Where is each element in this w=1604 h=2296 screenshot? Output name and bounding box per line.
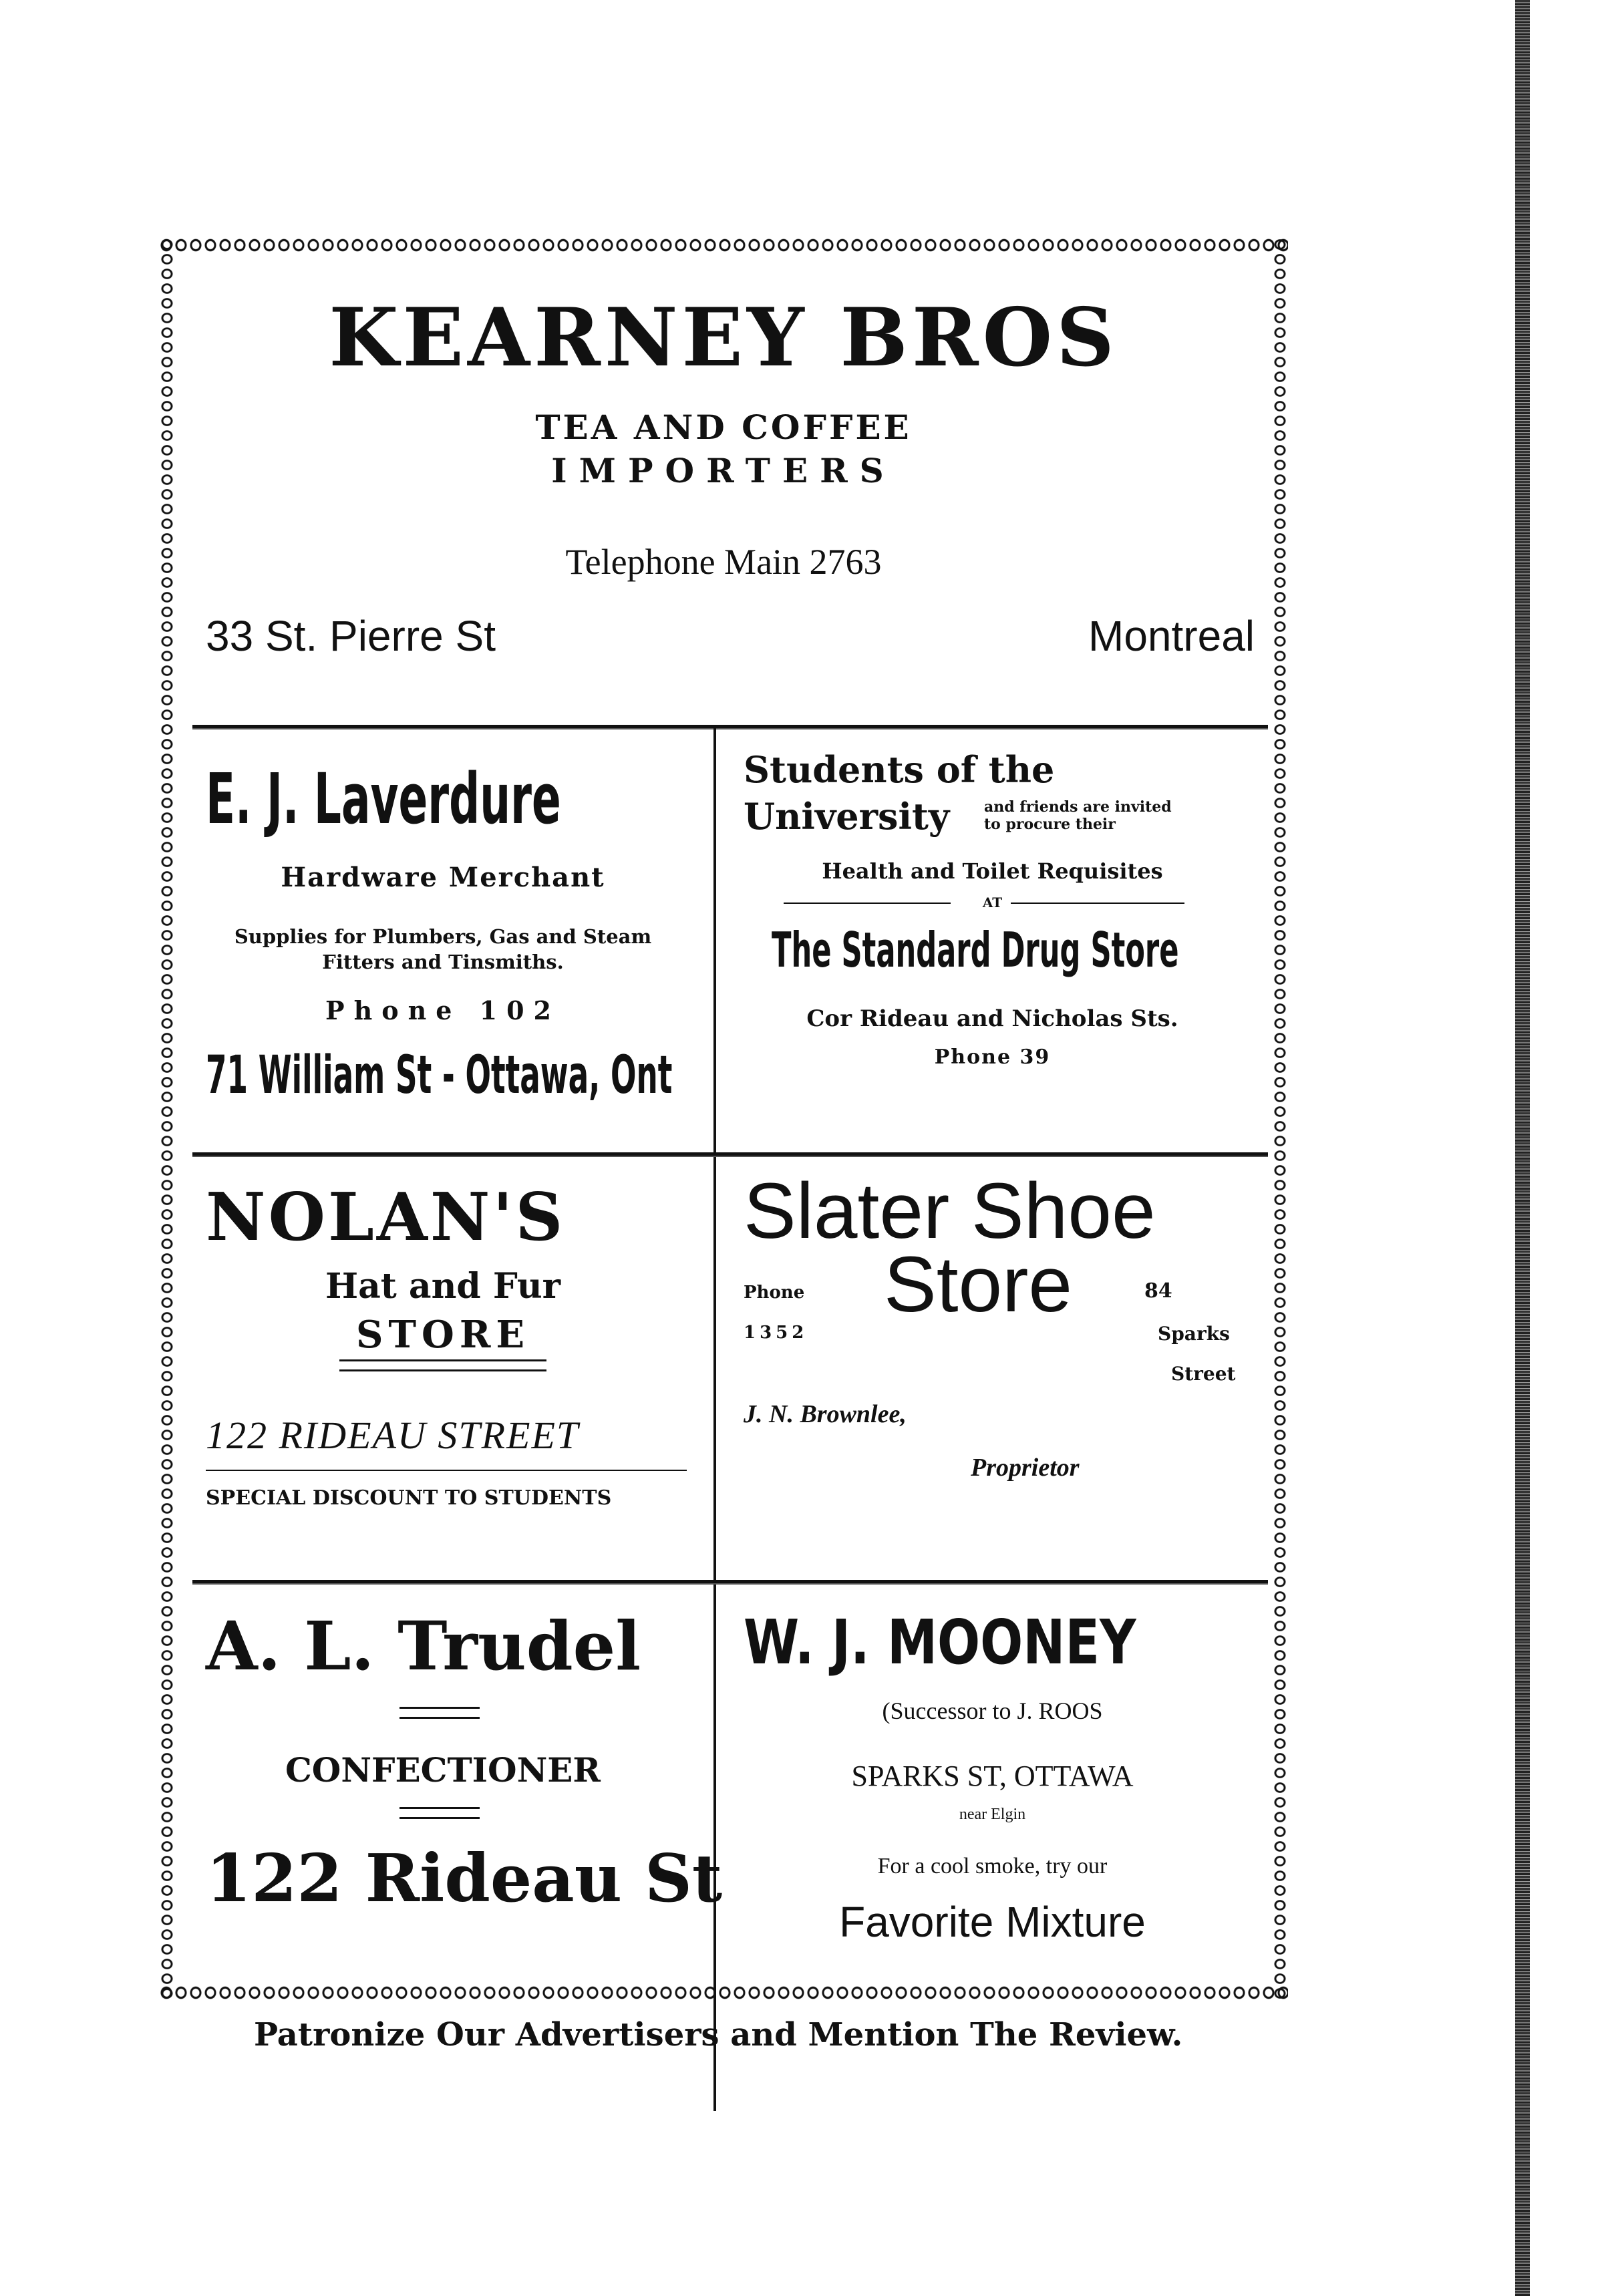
kearney-city: Montreal bbox=[1088, 612, 1255, 660]
kearney-line1: TEA AND COFFEE bbox=[535, 407, 912, 447]
slater-sparks: Sparks bbox=[1158, 1323, 1230, 1345]
kearney-name: KEARNEY BROS bbox=[329, 291, 1118, 385]
kearney-telephone: Telephone Main 2763 bbox=[565, 542, 882, 582]
kearney-line2: IMPORTERS bbox=[551, 451, 896, 490]
nolan-address: 122 RIDEAU STREET bbox=[206, 1414, 580, 1457]
mooney-successor: (Successor to J. ROOS bbox=[882, 1697, 1103, 1724]
footer-note: Patronize Our Advertisers and Mention The Review. bbox=[254, 2016, 1183, 2054]
students-university: University bbox=[744, 795, 950, 838]
laverdure-ad bbox=[179, 731, 707, 1146]
mooney-near: near Elgin bbox=[959, 1806, 1026, 1823]
students-corner: Cor Rideau and Nicholas Sts. bbox=[806, 1005, 1178, 1032]
students-invite2: to procure their bbox=[984, 816, 1116, 833]
chain-border-right bbox=[1272, 237, 1288, 2001]
mooney-name: W. J. MOONEY bbox=[744, 1607, 1136, 1678]
chain-border-top bbox=[159, 237, 1288, 253]
kearney-address: 33 St. Pierre St bbox=[206, 612, 496, 660]
trudel-address: 122 Rideau St bbox=[206, 1840, 723, 1917]
advertisement-frame bbox=[159, 237, 1288, 2001]
chain-border-left bbox=[159, 237, 175, 2001]
nolan-store: STORE bbox=[355, 1313, 530, 1357]
nolan-discount: SPECIAL DISCOUNT TO STUDENTS bbox=[206, 1486, 612, 1510]
laverdure-title: Hardware Merchant bbox=[281, 862, 605, 893]
trudel-name: A. L. Trudel bbox=[206, 1607, 641, 1685]
slater-role: Proprietor bbox=[971, 1454, 1080, 1482]
nolan-ad bbox=[179, 1159, 707, 1573]
students-invite1: and friends are invited bbox=[984, 798, 1172, 816]
divider-2 bbox=[192, 1152, 1268, 1157]
nolan-rule bbox=[206, 1470, 687, 1471]
trudel-ad bbox=[179, 1587, 723, 1987]
nolan-line1: Hat and Fur bbox=[325, 1266, 561, 1307]
laverdure-supplies1: Supplies for Plumbers, Gas and Steam bbox=[234, 925, 652, 948]
slater-line1: Slater Shoe bbox=[744, 1167, 1156, 1255]
divider-1 bbox=[192, 725, 1268, 729]
slater-phone-num: 1352 bbox=[744, 1323, 808, 1343]
trudel-title: CONFECTIONER bbox=[285, 1750, 601, 1790]
nolan-double-rule bbox=[339, 1359, 546, 1371]
page-spine-edge bbox=[1515, 0, 1530, 2296]
students-at: AT bbox=[982, 894, 1003, 911]
laverdure-address: 71 William St - Ottawa, Ont bbox=[206, 1045, 673, 1106]
mooney-address: SPARKS ST, OTTAWA bbox=[851, 1760, 1134, 1792]
mooney-smoke: For a cool smoke, try our bbox=[877, 1854, 1108, 1878]
laverdure-supplies2: Fitters and Tinsmiths. bbox=[322, 951, 564, 973]
laverdure-phone: Phone 102 bbox=[325, 995, 560, 1025]
nolan-name: NOLAN'S bbox=[206, 1179, 566, 1256]
slater-ad bbox=[717, 1159, 1268, 1573]
students-line1: Students of the bbox=[744, 748, 1055, 791]
laverdure-name: E. J. Laverdure bbox=[206, 758, 561, 840]
trudel-rule-1 bbox=[399, 1707, 480, 1719]
students-phone: Phone 39 bbox=[934, 1045, 1051, 1069]
slater-owner: J. N. Brownlee, bbox=[744, 1400, 907, 1428]
slater-street: Street bbox=[1171, 1363, 1236, 1385]
mooney-ad bbox=[717, 1587, 1268, 1987]
slater-store: Store bbox=[884, 1241, 1073, 1329]
kearney-ad bbox=[179, 257, 1268, 718]
at-rule-right bbox=[1011, 903, 1184, 904]
trudel-rule-2 bbox=[399, 1807, 480, 1819]
slater-num: 84 bbox=[1144, 1279, 1172, 1303]
students-ad bbox=[717, 731, 1268, 1146]
students-requisites: Health and Toilet Requisites bbox=[822, 858, 1163, 884]
mooney-mixture: Favorite Mixture bbox=[839, 1898, 1146, 1946]
slater-phone-label: Phone bbox=[744, 1283, 805, 1303]
students-store: The Standard Drug Store bbox=[772, 922, 1179, 978]
divider-3 bbox=[192, 1580, 1268, 1585]
